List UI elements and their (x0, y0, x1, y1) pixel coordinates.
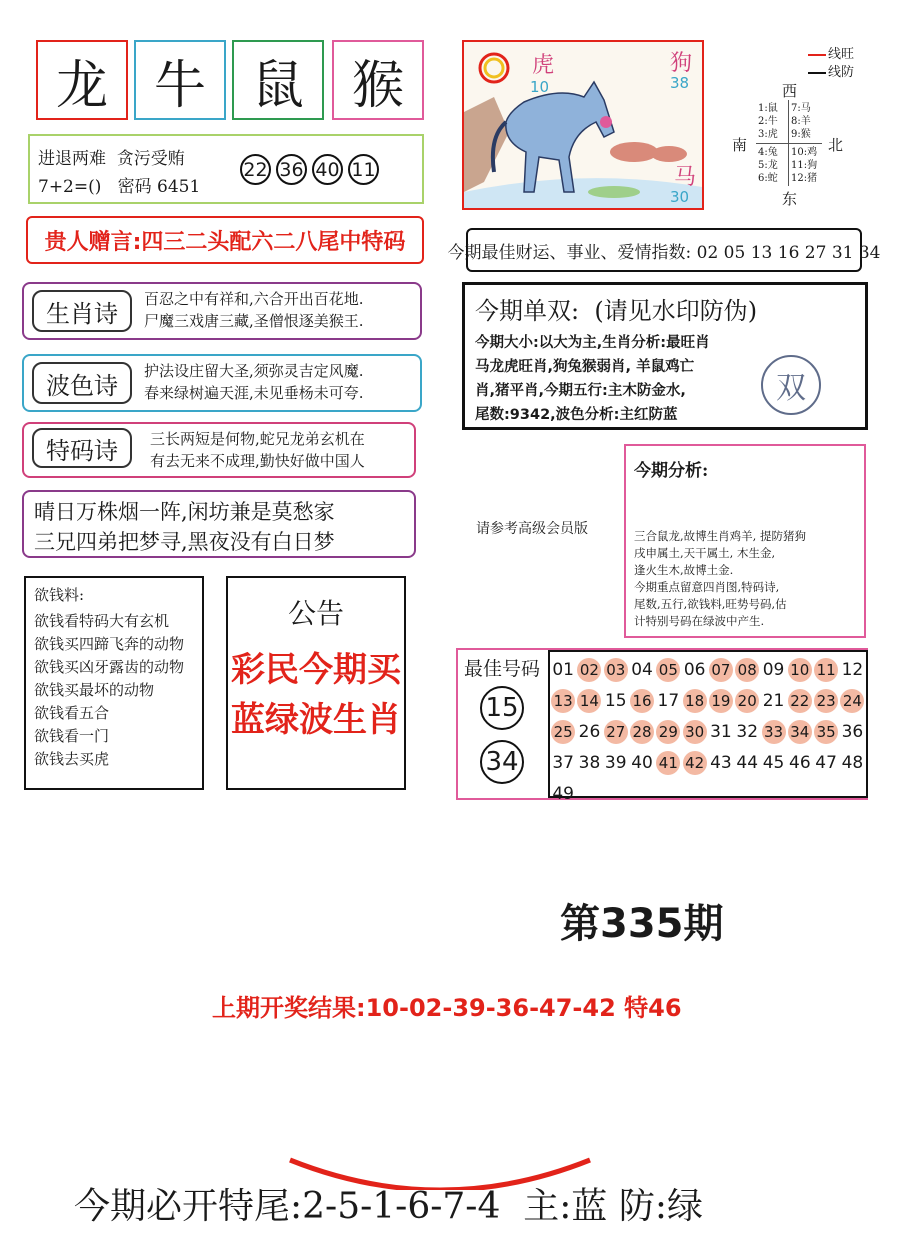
poem-line: 百忍之中有祥和,六合开出百花地. (144, 290, 364, 308)
zodiac-box-4: 猴 (332, 40, 424, 120)
number-cell: 27 (603, 716, 629, 747)
compass-south: 南 (732, 136, 748, 154)
number-cell: 48 (841, 752, 864, 773)
zodiac-poem-text (144, 288, 364, 332)
oddeven-title: 今期单双: (请见水印防伪) (475, 297, 758, 325)
compass-legend (808, 46, 854, 82)
number-cell: 01 (552, 659, 574, 680)
number-cell: 49 (552, 783, 574, 804)
best-title: 最佳号码 (464, 658, 541, 680)
riddle-ball: 36 (276, 154, 307, 185)
best-ball-2: 34 (480, 740, 524, 784)
number-cell: 16 (629, 685, 655, 716)
poem-line: 尸魔三戏唐三藏,圣僧恨逐美猴王. (144, 312, 364, 330)
number-cell: 15 (604, 690, 627, 711)
legend-text: 线防 (828, 65, 855, 80)
number-cell: 22 (787, 685, 813, 716)
horse-number: 30 (670, 188, 690, 206)
analysis-line: 三合鼠龙,故博生肖鸡羊, 提防猪狗 (634, 529, 806, 543)
analysis-line: 今期重点留意四肖图,特码诗, (634, 580, 780, 594)
money-list (34, 610, 184, 771)
analysis-title: 今期分析: (634, 461, 709, 481)
number-cell: 38 (578, 752, 601, 773)
gift-banner-text: 贵人赠言:四三二头配六二八尾中特码 (44, 229, 406, 255)
number-cell: 28 (629, 716, 655, 747)
compass-west: 西 (782, 82, 798, 100)
oddeven-box (462, 282, 868, 430)
special-poem-text (150, 428, 365, 472)
number-cell: 05 (655, 654, 681, 685)
notice-line-2: 蓝绿波生肖 (231, 700, 401, 740)
analysis-box (624, 444, 866, 638)
riddle-box (28, 134, 424, 204)
notice-box (226, 576, 406, 790)
riddle-line-2: 7+2=() 密码 6451 (38, 177, 201, 197)
money-item: 欲钱看五合 (34, 704, 110, 722)
riddle-ball: 22 (240, 154, 271, 185)
number-cell: 37 (552, 752, 574, 773)
compass-cell: 9:猴 (791, 129, 811, 140)
compass-north: 北 (828, 136, 844, 154)
number-cell: 46 (789, 752, 811, 773)
number-cell: 44 (736, 752, 759, 773)
best-ball-1: 15 (480, 686, 524, 730)
number-cell: 47 (815, 752, 837, 773)
compass-east: 东 (782, 190, 798, 208)
oddeven-lines (475, 331, 710, 427)
money-title: 欲钱料: (34, 586, 85, 604)
analysis-line: 计特别号码在绿波中产生. (634, 614, 765, 628)
bottom-special: 今期必开特尾:2-5-1-6-7-4 主:蓝 防:绿 (74, 1186, 703, 1227)
number-cell: 33 (760, 716, 786, 747)
member-note: 请参考高级会员版 (476, 521, 588, 537)
number-cell: 35 (813, 716, 839, 747)
analysis-line: 尾数,五行,欲钱料,旺势号码,估 (634, 597, 787, 611)
compass-cell: 11:狗 (791, 160, 818, 171)
dog-number: 38 (670, 74, 690, 92)
money-item: 欲钱买凶牙露齿的动物 (34, 658, 185, 676)
number-cell: 41 (655, 747, 681, 778)
zodiac-poem-label: 生肖诗 (32, 290, 132, 332)
number-cell: 32 (736, 721, 759, 742)
tiger-number: 10 (530, 78, 550, 96)
analysis-line: 逢火生木,故博土金. (634, 563, 734, 577)
compass-cell: 3:虎 (758, 129, 778, 140)
poem-line: 护法设庄留大圣,须弥灵吉定风魔. (144, 362, 364, 380)
number-cell: 34 (787, 716, 813, 747)
last-result: 上期开奖结果:10-02-39-36-47-42 特46 (212, 994, 682, 1022)
poem-line: 三长两短是何物,蛇兄龙弟玄机在 (150, 430, 365, 448)
riddle-balls (240, 154, 384, 185)
riddle-ball: 11 (348, 154, 379, 185)
compass-cell: 1:鼠 (758, 103, 778, 114)
couplet-line-2: 三兄四弟把梦寻,黑夜没有白日梦 (34, 530, 335, 554)
tiger-label: 虎 (532, 53, 555, 78)
money-item: 欲钱看一门 (34, 727, 110, 745)
number-cell: 21 (762, 690, 785, 711)
legend-item (808, 64, 854, 82)
number-cell: 02 (576, 654, 602, 685)
number-cell: 23 (813, 685, 839, 716)
compass-cell: 2:牛 (758, 116, 778, 127)
oddeven-line: 肖,猪平肖,今期五行:主木防金水, (475, 383, 686, 399)
zodiac-box-2: 牛 (134, 40, 226, 120)
number-cell: 30 (681, 716, 707, 747)
number-cell: 07 (708, 654, 734, 685)
compass-cell: 7:马 (791, 103, 811, 114)
zodiac-box-1: 龙 (36, 40, 128, 120)
money-item: 欲钱买四蹄飞奔的动物 (34, 635, 185, 653)
number-cell: 20 (734, 685, 760, 716)
compass-grid (756, 100, 822, 186)
compass-cell: 8:羊 (791, 116, 811, 127)
number-cell: 31 (710, 721, 732, 742)
numbers-grid (550, 654, 866, 809)
oddeven-line: 今期大小:以大为主,生肖分析:最旺肖 (475, 335, 710, 351)
compass-cell: 12:猪 (791, 173, 818, 184)
number-cell: 45 (762, 752, 785, 773)
number-cell: 29 (655, 716, 681, 747)
compass-cell: 4:兔 (758, 147, 778, 158)
number-cell: 24 (839, 685, 865, 716)
number-cell: 04 (631, 659, 653, 680)
oddeven-line: 尾数:9342,波色分析:主红防蓝 (475, 407, 678, 423)
issue-title: 第335期 (560, 901, 724, 947)
horse-picture (462, 40, 704, 210)
compass-cell: 10:鸡 (791, 147, 818, 158)
number-cell: 12 (841, 659, 864, 680)
number-cell: 19 (708, 685, 734, 716)
number-cell: 36 (841, 721, 864, 742)
money-item: 欲钱去买虎 (34, 750, 110, 768)
compass-cell: 5:龙 (758, 160, 778, 171)
poem-line: 有去无来不成理,勤快好做中国人 (150, 452, 365, 470)
horse-illustration (464, 42, 702, 208)
couplet-line-1: 晴日万株烟一阵,闲坊兼是莫愁家 (34, 500, 335, 524)
poem-line: 春来绿树遍天涯,未见垂杨未可夸. (144, 384, 364, 402)
number-cell: 25 (550, 716, 576, 747)
number-cell: 03 (603, 654, 629, 685)
color-poem-text (144, 360, 364, 404)
number-cell: 10 (787, 654, 813, 685)
number-cell: 11 (813, 654, 839, 685)
number-cell: 18 (681, 685, 707, 716)
color-poem-label: 波色诗 (32, 362, 132, 404)
number-cell: 13 (550, 685, 576, 716)
couplet-box (22, 490, 416, 558)
gift-banner (26, 216, 424, 264)
fortune-box (447, 228, 881, 272)
horse-label: 马 (674, 165, 697, 190)
money-box (24, 576, 204, 790)
analysis-lines (634, 528, 806, 630)
number-cell: 40 (631, 752, 653, 773)
number-cell: 17 (657, 690, 680, 711)
compass-cell: 6:蛇 (758, 173, 778, 184)
zodiac-box-3: 鼠 (232, 40, 324, 120)
dog-label: 狗 (670, 51, 693, 76)
number-cell: 06 (683, 659, 706, 680)
number-cell: 42 (681, 747, 707, 778)
number-cell: 09 (762, 659, 785, 680)
riddle-line-1: 进退两难 贪污受贿 (38, 149, 185, 169)
number-cell: 39 (604, 752, 627, 773)
number-cell: 14 (576, 685, 602, 716)
number-cell: 08 (734, 654, 760, 685)
oddeven-line: 马龙虎旺肖,狗兔猴弱肖, 羊鼠鸡亡 (475, 359, 695, 375)
number-cell: 43 (710, 752, 732, 773)
special-poem-label: 特码诗 (32, 428, 132, 468)
notice-title: 公告 (287, 597, 344, 630)
riddle-ball: 40 (312, 154, 343, 185)
money-item: 欲钱看特码大有玄机 (34, 612, 170, 630)
notice-line-1: 彩民今期买 (231, 650, 401, 690)
legend-text: 线旺 (828, 47, 855, 62)
fortune-text: 今期最佳财运、事业、爱情指数: 02 05 13 16 27 31 34 (447, 242, 881, 263)
analysis-line: 戌申属土,天干属土, 木生金, (634, 546, 776, 560)
oddeven-stamp: 双 (761, 355, 821, 415)
legend-item (808, 46, 854, 64)
money-item: 欲钱买最坏的动物 (34, 681, 155, 699)
number-cell: 26 (578, 721, 601, 742)
